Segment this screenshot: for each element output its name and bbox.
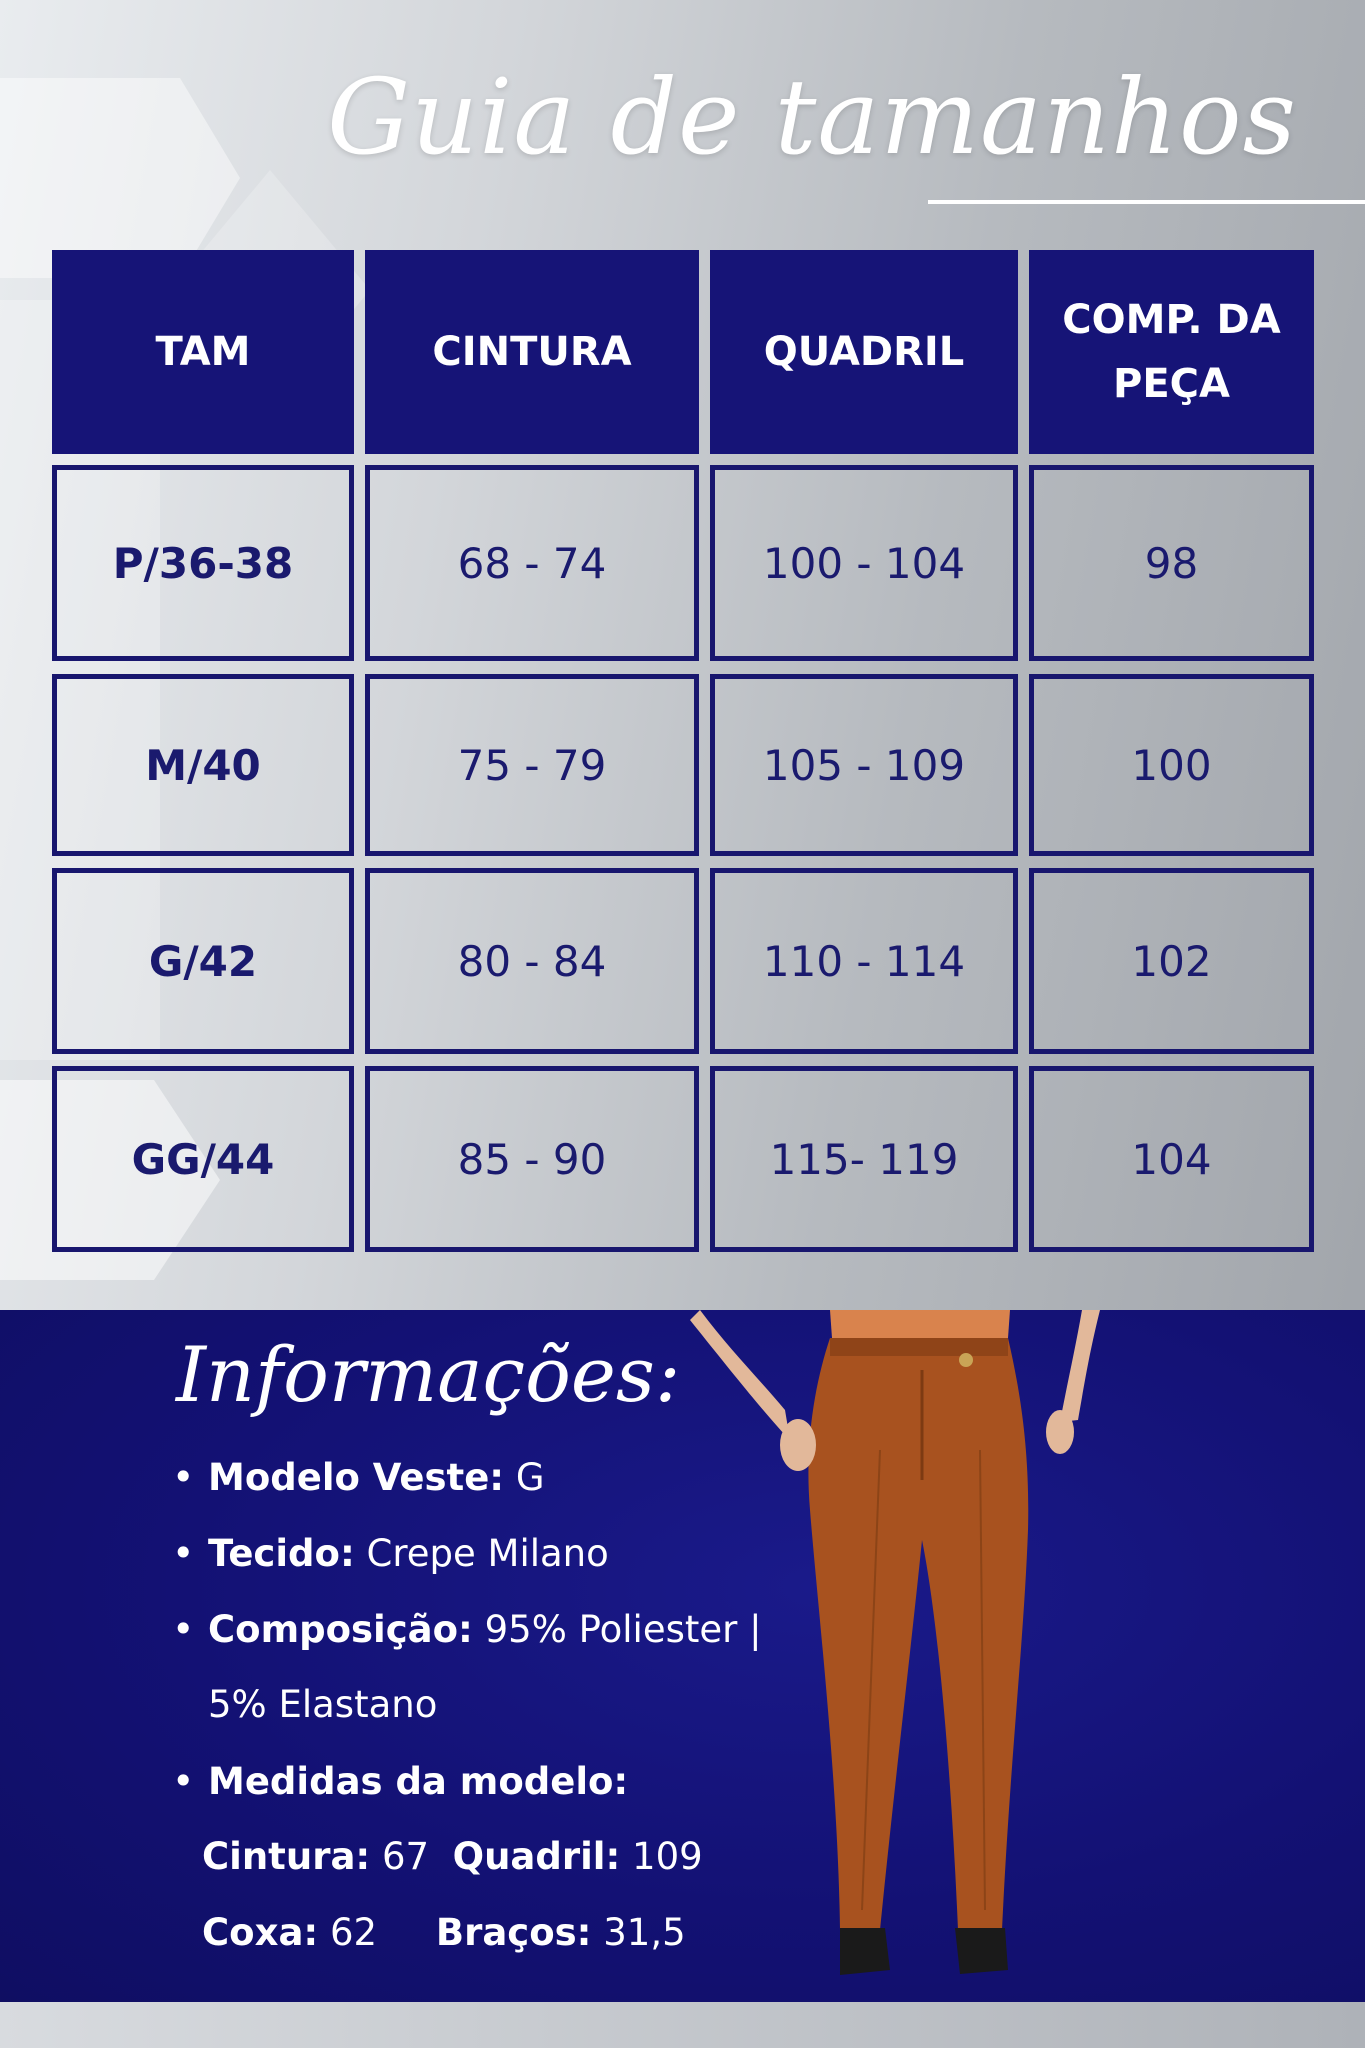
table-cell-size: G/42 [52, 868, 354, 1054]
info-item-fabric: • Tecido: Crepe Milano [172, 1531, 609, 1575]
table-cell-waist: 75 - 79 [365, 674, 699, 856]
table-cell-waist: 85 - 90 [365, 1066, 699, 1252]
table-cell-size: M/40 [52, 674, 354, 856]
table-cell-size: P/36-38 [52, 465, 354, 661]
table-cell-hip: 110 - 114 [710, 868, 1018, 1054]
page-title: Guia de tamanhos [327, 56, 1297, 178]
info-item-composition: • Composição: 95% Poliester | [172, 1607, 762, 1651]
bullet-icon: • [172, 1759, 195, 1803]
footer-strip [0, 2002, 1365, 2048]
info-item-thigh-arms: Coxa: 62 Braços: 31,5 [202, 1911, 686, 1954]
table-header-size: TAM [52, 250, 354, 454]
table-cell-waist: 80 - 84 [365, 868, 699, 1054]
table-header-waist: CINTURA [365, 250, 699, 454]
table-cell-length: 100 [1029, 674, 1314, 856]
table-cell-length: 102 [1029, 868, 1314, 1054]
bullet-icon: • [172, 1531, 195, 1575]
model-photo [690, 1310, 1110, 2002]
table-cell-length: 98 [1029, 465, 1314, 661]
info-item-model-size: • Modelo Veste: G [172, 1455, 545, 1499]
bullet-icon: • [172, 1607, 195, 1651]
bullet-icon: • [172, 1455, 195, 1499]
table-cell-hip: 105 - 109 [710, 674, 1018, 856]
table-cell-hip: 115- 119 [710, 1066, 1018, 1252]
table-cell-length: 104 [1029, 1066, 1314, 1252]
table-cell-hip: 100 - 104 [710, 465, 1018, 661]
info-item-composition-cont: 5% Elastano [208, 1683, 438, 1726]
table-header-hip: QUADRIL [710, 250, 1018, 454]
info-section [0, 1310, 1365, 2002]
table-header-length: COMP. DA PEÇA [1029, 250, 1314, 454]
table-cell-size: GG/44 [52, 1066, 354, 1252]
info-item-waist-hip: Cintura: 67 Quadril: 109 [202, 1835, 703, 1878]
title-underline [928, 200, 1365, 204]
decorative-chevron [0, 78, 240, 278]
table-cell-waist: 68 - 74 [365, 465, 699, 661]
info-title: Informações: [176, 1330, 681, 1419]
info-item-measurements: • Medidas da modelo: [172, 1759, 629, 1803]
